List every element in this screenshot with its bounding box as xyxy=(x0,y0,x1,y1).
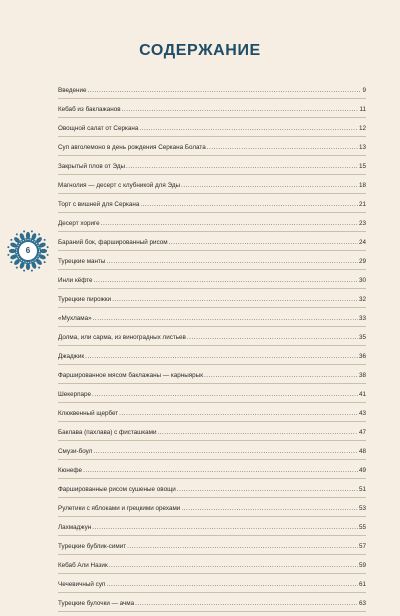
dot-leader xyxy=(92,521,358,534)
divider-line xyxy=(58,402,366,403)
divider-line xyxy=(58,611,366,612)
toc-entry-row xyxy=(58,274,366,287)
toc-entry-page: 63 xyxy=(358,600,366,607)
toc-entry-title: Закрытый плов от Эды xyxy=(58,163,126,170)
dot-leader xyxy=(207,141,358,154)
dot-leader xyxy=(85,350,358,363)
toc-entry[interactable] xyxy=(58,274,366,293)
dot-leader xyxy=(157,426,358,439)
toc-entry-row xyxy=(58,293,366,306)
toc-entry-page: 41 xyxy=(358,391,366,398)
dot-leader xyxy=(83,464,358,477)
toc-entry-page: 30 xyxy=(358,277,366,284)
toc-entry-row xyxy=(58,426,366,439)
toc-entry-page: 36 xyxy=(358,353,366,360)
toc-entry-row xyxy=(58,464,366,477)
divider-line xyxy=(58,117,366,118)
toc-entry-title: Турецкие манты xyxy=(58,258,106,265)
toc-entry-row xyxy=(58,597,366,610)
toc-entry-title: Турецкие бублик-симит xyxy=(58,543,127,550)
toc-entry-title: Клюквенный щербет xyxy=(58,410,119,417)
divider-line xyxy=(58,136,366,137)
toc-entry-row xyxy=(58,578,366,591)
toc-entry[interactable] xyxy=(58,255,366,274)
toc-entry-page: 47 xyxy=(358,429,366,436)
dot-leader xyxy=(109,559,358,572)
toc-entry-row xyxy=(58,407,366,420)
toc-entry[interactable] xyxy=(58,293,366,312)
toc-entry[interactable] xyxy=(58,198,366,217)
toc-entry[interactable] xyxy=(58,445,366,464)
toc-entry-page: 12 xyxy=(358,125,366,132)
toc-entry-page: 21 xyxy=(358,201,366,208)
toc-entry[interactable] xyxy=(58,521,366,540)
toc-entry-title: Овощной салат от Серкана xyxy=(58,125,139,132)
toc-entry-title: Суп авголемоно в день рождения Серкана Болата xyxy=(58,144,206,151)
toc-entry-title: Торт с вишней для Серкана xyxy=(58,201,140,208)
dot-leader xyxy=(177,483,358,496)
divider-line xyxy=(58,288,366,289)
dot-leader xyxy=(93,312,358,325)
toc-entry-row xyxy=(58,217,366,230)
divider-line xyxy=(58,250,366,251)
toc-entry-title: Введение xyxy=(58,87,87,94)
toc-entry-page: 32 xyxy=(358,296,366,303)
divider-line xyxy=(58,155,366,156)
toc-entry-title: Турецкие пирожки xyxy=(58,296,112,303)
page-number: 6 xyxy=(25,246,31,255)
toc-entry-title: Бараний бок, фаршированный рисом xyxy=(58,239,168,246)
toc-entry[interactable] xyxy=(58,160,366,179)
divider-line xyxy=(58,269,366,270)
toc-entry-row xyxy=(58,483,366,496)
toc-entry-page: 24 xyxy=(358,239,366,246)
dot-leader xyxy=(106,578,358,591)
toc-entry[interactable] xyxy=(58,540,366,559)
dot-leader xyxy=(187,331,358,344)
divider-line xyxy=(58,516,366,517)
toc-entry-page: 43 xyxy=(358,410,366,417)
divider-line xyxy=(58,364,366,365)
divider-line xyxy=(58,573,366,574)
toc-entry-title: Фаршированные рисом сушеные овощи xyxy=(58,486,176,493)
dot-leader xyxy=(181,502,358,515)
divider-line xyxy=(58,345,366,346)
dot-leader xyxy=(94,274,358,287)
toc-entry-row xyxy=(58,445,366,458)
divider-line xyxy=(58,459,366,460)
toc-entry[interactable] xyxy=(58,350,366,369)
toc-entry-title: Турецкие булочки — ачма xyxy=(58,600,135,607)
divider-line xyxy=(58,440,366,441)
toc-entry-row xyxy=(58,502,366,515)
toc-entry[interactable] xyxy=(58,407,366,426)
page-title: СОДЕРЖАНИЕ xyxy=(139,42,261,59)
toc-entry-title: Долма, или сарма, из виноградных листьев xyxy=(58,334,186,341)
dot-leader xyxy=(169,236,358,249)
toc-entry-page: 55 xyxy=(358,524,366,531)
toc-entry-title: Кебаб из баклажанов xyxy=(58,106,121,113)
toc-entry-row xyxy=(58,236,366,249)
toc-entry-title: Фаршированное мясом баклажаны — карныярык xyxy=(58,372,203,379)
toc-entry-title: Смузи-боул xyxy=(58,448,93,455)
toc-entry-row xyxy=(58,103,366,116)
toc-entry-title: Магнолия — десерт с клубникой для Эды xyxy=(58,182,181,189)
divider-line xyxy=(58,326,366,327)
toc-entry[interactable] xyxy=(58,483,366,502)
toc-entry-title: Баклава (пахлава) с фисташками xyxy=(58,429,157,436)
dot-leader xyxy=(122,103,359,116)
dot-leader xyxy=(181,179,358,192)
divider-line xyxy=(58,383,366,384)
toc-entry[interactable] xyxy=(58,464,366,483)
toc-entry-page: 38 xyxy=(358,372,366,379)
toc-entry-page: 57 xyxy=(358,543,366,550)
toc-entry[interactable] xyxy=(58,84,366,103)
toc-entry-page: 53 xyxy=(358,505,366,512)
toc-entry-row xyxy=(58,350,366,363)
toc-entry-title: Шекерпаре xyxy=(58,391,92,398)
toc-entry-row xyxy=(58,559,366,572)
toc-entry[interactable] xyxy=(58,179,366,198)
divider-line xyxy=(58,307,366,308)
toc-entry-row xyxy=(58,331,366,344)
toc-entry-title: Инли кёфте xyxy=(58,277,93,284)
toc-entry[interactable] xyxy=(58,122,366,141)
divider-line xyxy=(58,193,366,194)
toc-entry-row xyxy=(58,312,366,325)
divider-line xyxy=(58,535,366,536)
dot-leader xyxy=(126,160,358,173)
dot-leader xyxy=(140,198,358,211)
toc-entry-title: «Мухлама» xyxy=(58,315,92,322)
divider-line xyxy=(58,98,366,99)
toc-entry-page: 33 xyxy=(358,315,366,322)
divider-line xyxy=(58,174,366,175)
dot-leader xyxy=(127,540,358,553)
divider-line xyxy=(58,231,366,232)
toc-entry[interactable] xyxy=(58,141,366,160)
divider-line xyxy=(58,554,366,555)
dot-leader xyxy=(92,388,358,401)
divider-line xyxy=(58,497,366,498)
toc-entry-page: 13 xyxy=(358,144,366,151)
toc-entry-page: 59 xyxy=(358,562,366,569)
toc-entry-page: 23 xyxy=(358,220,366,227)
toc-entry[interactable] xyxy=(58,597,366,616)
page-number-badge xyxy=(6,229,50,273)
toc-entry[interactable] xyxy=(58,103,366,122)
dot-leader xyxy=(93,445,358,458)
dot-leader xyxy=(204,369,358,382)
toc-entry-row xyxy=(58,521,366,534)
toc-entry-title: Кюнефе xyxy=(58,467,83,474)
toc-entry-row xyxy=(58,141,366,154)
dot-leader xyxy=(119,407,358,420)
divider-line xyxy=(58,212,366,213)
toc-entry[interactable] xyxy=(58,388,366,407)
divider-line xyxy=(58,421,366,422)
toc-entry-page: 35 xyxy=(358,334,366,341)
toc-entry-title: Джаджик xyxy=(58,353,85,360)
toc-entry-page: 29 xyxy=(358,258,366,265)
toc-entry-row xyxy=(58,540,366,553)
toc-entry[interactable] xyxy=(58,217,366,236)
toc-entry-title: Лахмаджун xyxy=(58,524,92,531)
toc-entry-row xyxy=(58,160,366,173)
toc-entry-row xyxy=(58,179,366,192)
toc-entry-page: 51 xyxy=(358,486,366,493)
toc-entry-page: 9 xyxy=(362,87,366,94)
toc-entry-row xyxy=(58,122,366,135)
toc-entry-title: Кебаб Али Назик xyxy=(58,562,108,569)
toc-entry-title: Десерт хориге xyxy=(58,220,100,227)
toc-entry-page: 18 xyxy=(358,182,366,189)
dot-leader xyxy=(106,255,358,268)
dot-leader xyxy=(101,217,358,230)
toc-entry-row xyxy=(58,388,366,401)
toc-entry-page: 11 xyxy=(359,106,366,113)
toc-entry-row xyxy=(58,255,366,268)
dot-leader xyxy=(112,293,358,306)
divider-line xyxy=(58,592,366,593)
toc-entry[interactable] xyxy=(58,578,366,597)
dot-leader xyxy=(139,122,358,135)
toc-entry-page: 48 xyxy=(358,448,366,455)
toc-entry-page: 15 xyxy=(358,163,366,170)
table-of-contents xyxy=(58,84,366,616)
toc-entry[interactable] xyxy=(58,312,366,331)
toc-entry-page: 49 xyxy=(358,467,366,474)
toc-entry-title: Чечевичный суп xyxy=(58,581,106,588)
dot-leader xyxy=(88,84,362,97)
toc-entry-row xyxy=(58,369,366,382)
toc-entry[interactable] xyxy=(58,369,366,388)
divider-line xyxy=(58,478,366,479)
dot-leader xyxy=(135,597,358,610)
toc-entry[interactable] xyxy=(58,236,366,255)
toc-entry-row xyxy=(58,198,366,211)
toc-entry-title: Рулетики с яблоками и грецкими орехами xyxy=(58,505,181,512)
toc-entry[interactable] xyxy=(58,331,366,350)
toc-entry[interactable] xyxy=(58,426,366,445)
toc-entry-page: 61 xyxy=(358,581,366,588)
toc-entry[interactable] xyxy=(58,559,366,578)
toc-entry-row xyxy=(58,84,366,97)
toc-entry[interactable] xyxy=(58,502,366,521)
